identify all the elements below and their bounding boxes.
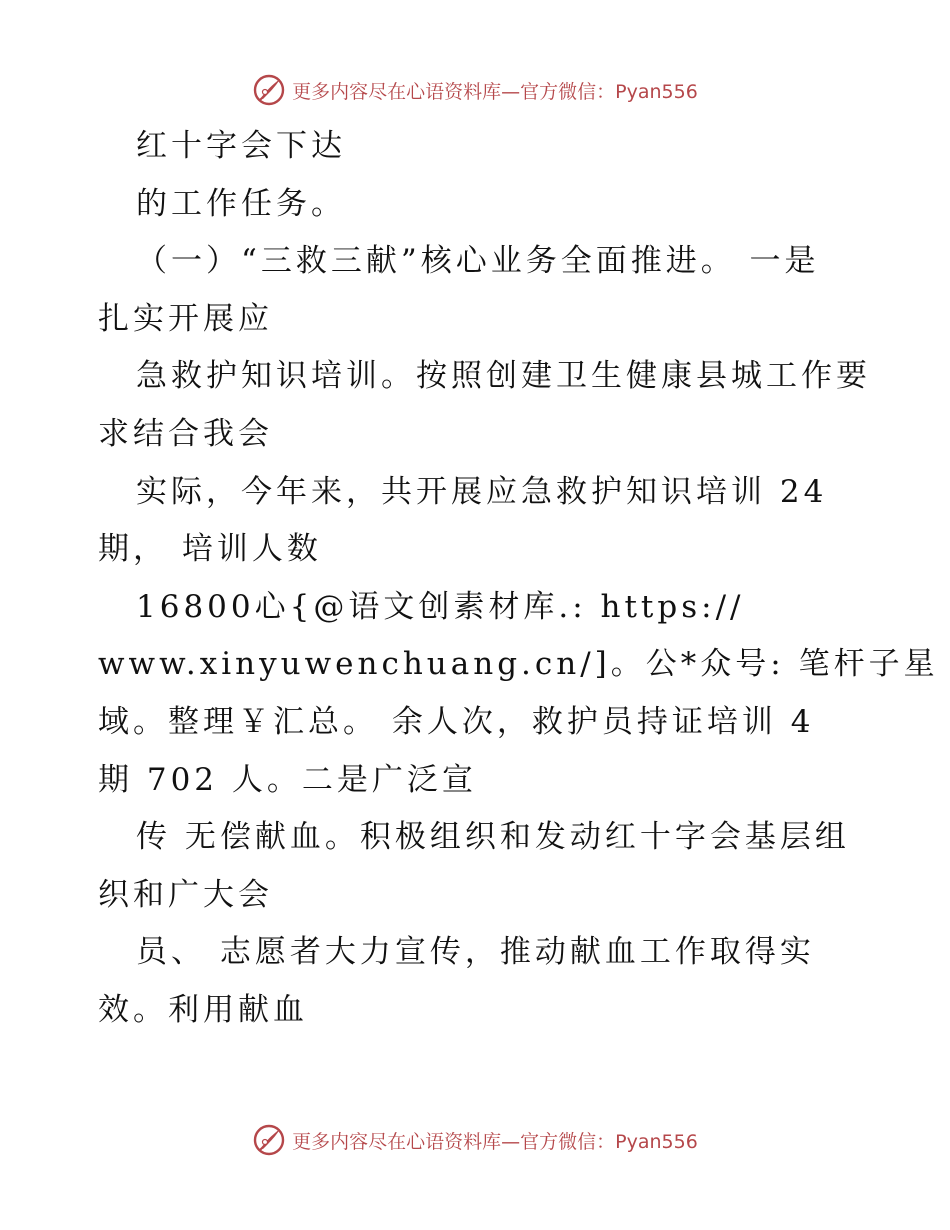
text-line: 急救护知识培训。按照创建卫生健康县城工作要: [136, 358, 871, 395]
red-quill-logo-icon: [252, 73, 286, 107]
text-line: 的工作任务。: [136, 185, 346, 222]
text-line: （一）“三救三献”核心业务全面推进。 一是: [136, 243, 820, 280]
footer-banner-text: 更多内容尽在心语资料库—官方微信：Pyan556: [292, 1130, 698, 1153]
text-line: www.xinyuwenchuang.cn/]。公*众号: 笔杆子星: [98, 646, 939, 683]
text-line: 16800心{@语文创素材库.: https://: [136, 588, 745, 625]
text-line: 求结合我会: [98, 415, 273, 452]
text-line: 红十字会下达: [136, 128, 346, 164]
text-line: 效。利用献血: [98, 991, 308, 1028]
footer-banner: [0, 1120, 950, 1160]
document-body: [98, 118, 939, 1040]
header-banner: [0, 70, 950, 110]
text-line: 传 无偿献血。积极组织和发动红十字会基层组: [136, 819, 850, 856]
text-line: 期， 培训人数: [98, 531, 322, 568]
header-banner-text: 更多内容尽在心语资料库—官方微信：Pyan556: [292, 80, 698, 103]
text-line: 员、 志愿者大力宣传，推动献血工作取得实: [136, 934, 815, 971]
red-quill-logo-icon: [252, 1123, 286, 1157]
text-line: 期 702 人。二是广泛宣: [98, 761, 477, 798]
text-line: 织和广大会: [98, 876, 273, 913]
text-line: 域。整理￥汇总。 余人次，救护员持证培训 4: [98, 703, 815, 740]
text-line: 扎实开展应: [98, 300, 273, 337]
text-line: 实际，今年来，共开展应急救护知识培训 24: [136, 473, 828, 510]
